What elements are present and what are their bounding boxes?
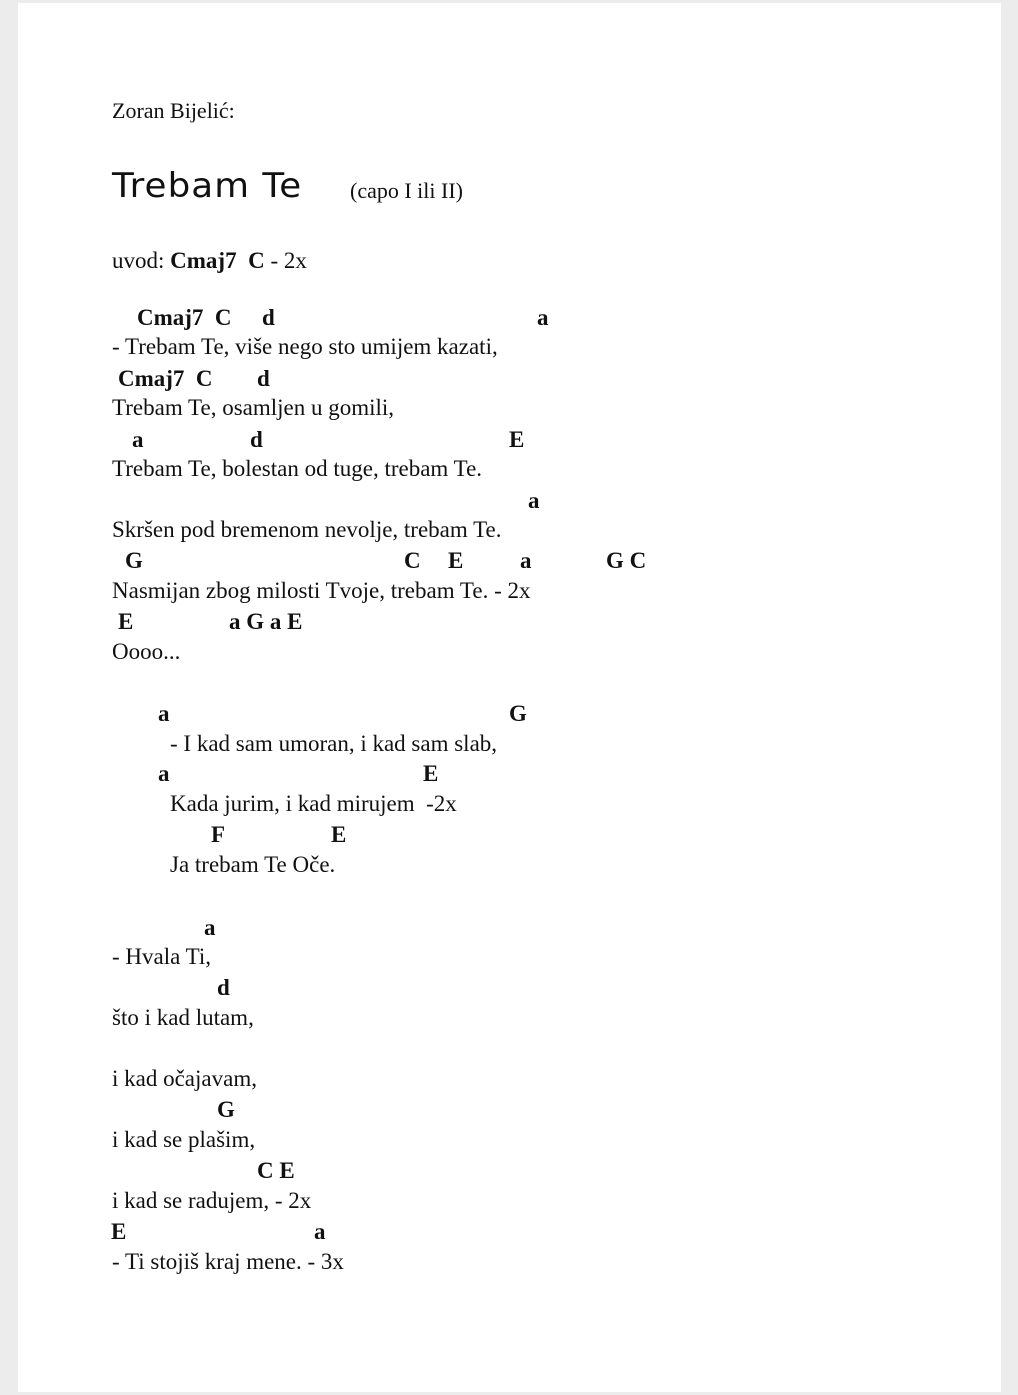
- chord: a: [520, 548, 532, 573]
- lyric-line: Nasmijan zbog milosti Tvoje, trebam Te. - 2x: [112, 578, 531, 603]
- lyric-line: - Trebam Te, više nego sto umijem kazati,: [112, 334, 498, 359]
- lyric-line: - I kad sam umoran, i kad sam slab,: [170, 731, 498, 756]
- chord: a: [314, 1219, 326, 1244]
- lyric-line: i kad očajavam,: [112, 1066, 257, 1091]
- chord: E: [448, 548, 464, 573]
- chord: E: [423, 761, 439, 786]
- lyric-line: Ja trebam Te Oče.: [170, 852, 336, 877]
- chord: a: [537, 305, 549, 330]
- chord: G C: [606, 548, 647, 573]
- chord: a: [158, 701, 170, 726]
- lyric-line: Oooo...: [112, 639, 181, 664]
- capo-note: (capo I ili II): [350, 178, 463, 203]
- chord: d: [262, 305, 275, 330]
- chord: C E: [257, 1158, 295, 1183]
- lyric-line: Kada jurim, i kad mirujem -2x: [170, 791, 457, 816]
- chord: a G a E: [229, 609, 303, 634]
- chord: G: [217, 1097, 235, 1122]
- lyric-line: Skršen pod bremenom nevolje, trebam Te.: [112, 517, 502, 542]
- lyric-line: što i kad lutam,: [112, 1005, 254, 1030]
- author: Zoran Bijelić:: [112, 98, 235, 123]
- song-title: Trebam Te: [112, 166, 303, 206]
- intro-label: uvod:: [112, 248, 171, 273]
- document-page: [18, 3, 1001, 1392]
- chord: a: [132, 427, 144, 452]
- chord: E: [331, 822, 347, 847]
- chord: E: [509, 427, 525, 452]
- chord: d: [217, 975, 230, 1000]
- chord: a: [158, 761, 170, 786]
- chord: a: [528, 488, 540, 513]
- lyric-line: i kad se plašim,: [112, 1127, 256, 1152]
- chord: Cmaj7 C: [118, 366, 213, 391]
- chord: E: [118, 609, 134, 634]
- chord: C: [404, 548, 421, 573]
- intro-repeat: - 2x: [264, 248, 307, 273]
- chord: G: [125, 548, 143, 573]
- chord: d: [257, 366, 270, 391]
- chord: a: [204, 915, 216, 940]
- intro-chords: Cmaj7 C: [170, 248, 265, 273]
- chord: Cmaj7 C: [137, 305, 232, 330]
- lyric-line: - Hvala Ti,: [112, 944, 212, 969]
- intro-line: [112, 248, 307, 274]
- lyric-line: i kad se radujem, - 2x: [112, 1188, 312, 1213]
- lyric-line: Trebam Te, bolestan od tuge, trebam Te.: [112, 456, 483, 481]
- chord: E: [111, 1219, 127, 1244]
- chord: F: [211, 822, 226, 847]
- chord: G: [509, 701, 527, 726]
- lyric-line: - Ti stojiš kraj mene. - 3x: [112, 1249, 344, 1274]
- chord: d: [250, 427, 263, 452]
- lyric-line: Trebam Te, osamljen u gomili,: [112, 395, 395, 420]
